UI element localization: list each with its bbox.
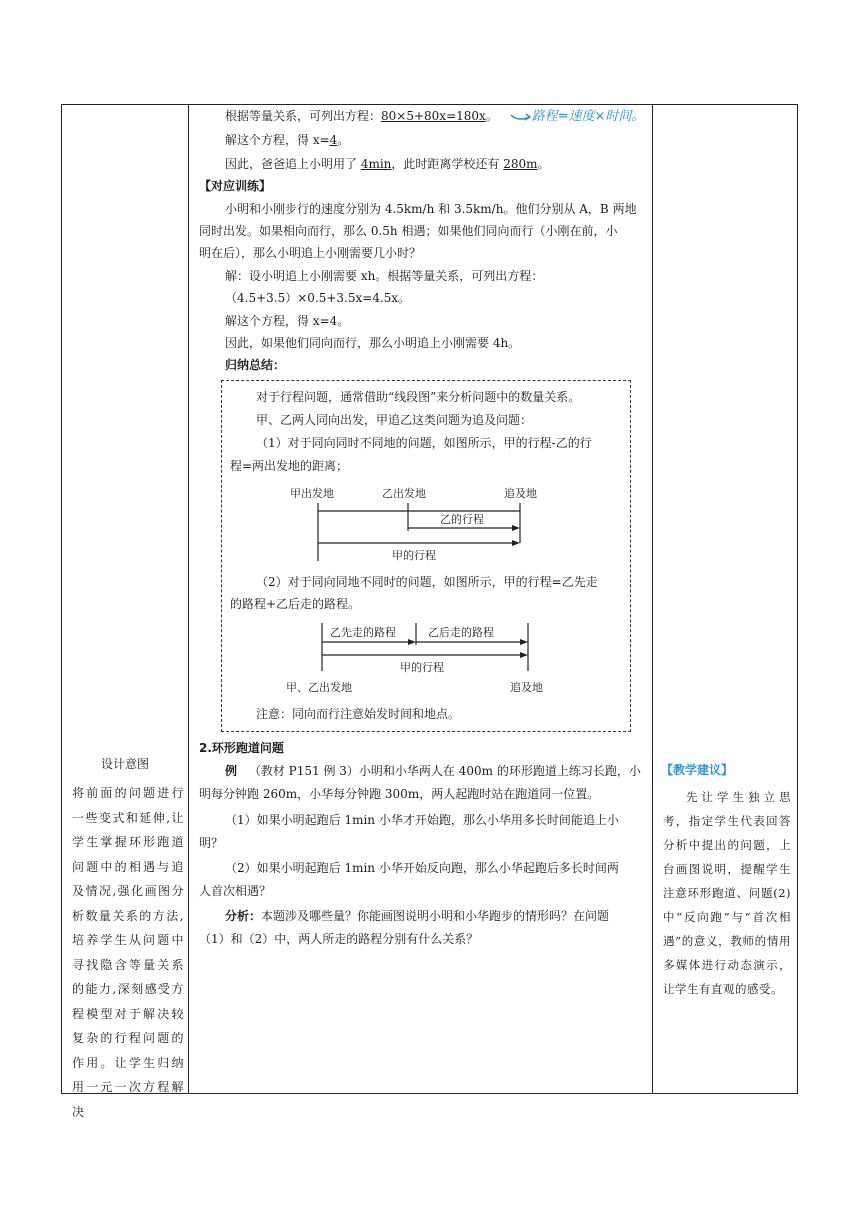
diagram1-a-arrowhead	[512, 540, 520, 546]
segment-diagram-1	[282, 481, 582, 566]
diagram2-b-first-arrowhead	[408, 639, 416, 645]
box-line-6: 的路程+乙后走的路程。	[230, 597, 361, 611]
solution-value: 4	[329, 133, 338, 147]
box-line-5: （2）对于同向同地不同时的问题，如图所示，甲的行程=乙先走	[256, 575, 598, 589]
practice-line-5: （4.5+3.5）×0.5+3.5x=4.5x。	[225, 291, 411, 305]
design-intent-text: 将前面的问题进行一些变式和延伸,让学生掌握环形跑道问题中的相遇与追及情况,强化画图分析数量关系的方法,培养学生从问题中寻找隐含等量关系的能力,深刻感受方程模型对于解决较复杂的行程问题的作用。让学生归纳用一元一次方程解决	[72, 786, 184, 1119]
section2-heading: 2.环形跑道问题	[199, 741, 284, 755]
teaching-suggestion-title: 【教学建议】	[661, 763, 734, 777]
practice-line-4: 解：设小明追上小刚需要 xh。根据等量关系，可列出方程：	[225, 269, 544, 283]
example-line-2: 明每分钟跑 260m，小华每分钟跑 300m，两人起跑时站在跑道同一位置。	[199, 787, 600, 801]
analysis-line-2: （1）和（2）中，两人所走的路程分别有什么关系？	[199, 932, 479, 946]
diagram1-a-start-label: 甲出发地	[290, 487, 334, 500]
practice-heading: 【对应训练】	[199, 179, 272, 193]
example-line-5: （2）如果小明起跑后 1min 小华开始反向跑，那么小华起跑后多长时间两	[225, 861, 619, 875]
diagram2-b-first-label: 乙先走的路程	[330, 626, 396, 639]
conclusion-suffix: 。	[537, 157, 550, 171]
summary-heading: 归纳总结：	[225, 358, 286, 372]
example-line-1	[225, 760, 641, 782]
arrow-note-icon	[510, 111, 532, 123]
practice-line-2: 同时出发。如果相向而行，那么 0.5h 相遇；如果他们同向而行（小刚在前，小	[199, 224, 618, 238]
summary-box	[221, 380, 631, 732]
lesson-table	[61, 104, 798, 1119]
box-line-7: 注意：同向而行注意始发时间和地点。	[256, 707, 461, 721]
equation-suffix: 。	[485, 109, 498, 123]
box-line-3: （1）对于同向同时不同地的问题，如图所示，甲的行程-乙的行	[256, 436, 592, 450]
design-intent-title: 设计意图	[100, 757, 149, 771]
analysis-label: 分析：	[225, 909, 262, 923]
teaching-suggestion-column	[653, 105, 799, 1093]
practice-line-6: 解这个方程，得 x=4。	[225, 314, 350, 328]
diagram1-catch-label: 追及地	[504, 487, 537, 500]
conclusion-line	[225, 153, 550, 175]
analysis-text-1: 本题涉及哪些量？你能画图说明小明和小华跑步的情形吗？在问题	[261, 909, 610, 923]
conclusion-distance: 280m	[503, 157, 538, 171]
margin-note-text: 路程=速度×时间。	[531, 109, 645, 124]
box-line-4: 程=两出发地的距离；	[230, 459, 349, 473]
practice-line-3: 明在后），那么小明追上小刚需要几小时？	[199, 246, 422, 260]
practice-line-7: 因此，如果他们同向而行，那么小明追上小刚需要 4h。	[225, 336, 521, 350]
equation: 80×5+80x=180x	[381, 109, 486, 123]
diagram2-a-arrowhead	[520, 652, 528, 658]
solution-prefix: 解这个方程，得 x=	[225, 133, 330, 147]
diagram2-b-later-label: 乙后走的路程	[428, 626, 494, 639]
box-line-2: 甲、乙两人同向出发，甲追乙这类问题为追及问题：	[256, 413, 533, 427]
example-line-4: 明？	[199, 836, 224, 850]
example-label: 例	[225, 764, 238, 778]
diagram1-a-path-label: 甲的行程	[392, 549, 436, 562]
solution-suffix: 。	[337, 133, 350, 147]
analysis-line-1	[225, 905, 609, 927]
example-line-6: 人首次相遇？	[199, 884, 272, 898]
solution-line	[225, 129, 349, 151]
example-line-3: （1）如果小明起跑后 1min 小华才开始跑，那么小华用多长时间能追上小	[225, 813, 619, 827]
segment-diagram-2	[282, 619, 582, 699]
example-text-1: （教材 P151 例 3）小明和小华两人在 400m 的环形跑道上练习长跑，小	[248, 764, 641, 778]
box-line-1: 对于行程问题，通常借助“线段图”来分析问题中的数量关系。	[256, 390, 581, 404]
diagram2-b-later-arrowhead	[520, 639, 528, 645]
equation-line	[225, 105, 644, 128]
diagram2-a-path-label: 甲的行程	[400, 661, 444, 674]
diagram2-start-label: 甲、乙出发地	[286, 681, 352, 694]
conclusion-time: 4min	[360, 157, 392, 171]
main-content-column	[189, 105, 652, 1093]
practice-line-1: 小明和小刚步行的速度分别为 4.5km/h 和 3.5km/h。他们分别从 A，B 两地	[225, 202, 637, 216]
diagram1-b-start-label: 乙出发地	[382, 487, 426, 500]
margin-note	[510, 109, 645, 124]
conclusion-mid: ，此时距离学校还有	[391, 157, 504, 171]
diagram1-b-path-label: 乙的行程	[440, 513, 484, 526]
diagram1-b-arrowhead	[512, 525, 520, 531]
equation-prefix: 根据等量关系，可列出方程：	[225, 109, 382, 123]
conclusion-prefix: 因此，爸爸追上小明用了	[225, 157, 361, 171]
diagram2-catch-label: 追及地	[510, 681, 543, 694]
teaching-suggestion-text: 先让学生独立思考，指定学生代表回答分析中提出的问题，上台画图说明，提醒学生注意环形跑道、问题(2)中“反向跑”与“首次相遇”的意义，教师的情用多媒体进行动态演示，让学生有直观的感受。	[663, 790, 791, 996]
design-intent-column	[62, 105, 188, 1119]
